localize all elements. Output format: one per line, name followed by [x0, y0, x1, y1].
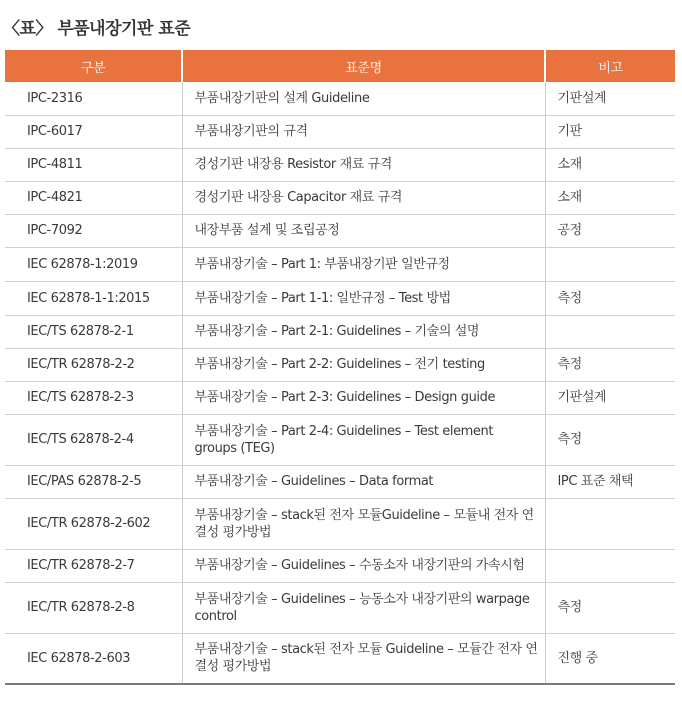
standard-code-cell: IEC 62878-1:2019	[5, 247, 182, 281]
table-row	[5, 633, 675, 684]
standard-name-cell: 부품내장기술 – Part 1-1: 일반규정 – Test 방법	[182, 281, 545, 315]
remarks-cell: 소재	[545, 148, 675, 181]
remarks-cell	[545, 498, 675, 549]
standard-code-cell: IEC 62878-1-1:2015	[5, 281, 182, 315]
standard-code-cell: IPC-4811	[5, 148, 182, 181]
table-row	[5, 115, 675, 148]
standard-code-cell: IEC 62878-2-603	[5, 633, 182, 684]
standard-code-cell: IEC/TR 62878-2-8	[5, 582, 182, 633]
standard-name-cell: 경성기판 내장용 Capacitor 재료 규격	[182, 181, 545, 214]
table-row	[5, 148, 675, 181]
remarks-cell: 측정	[545, 414, 675, 465]
table-body	[5, 82, 675, 684]
table-row	[5, 498, 675, 549]
standard-name-cell: 부품내장기술 – Guidelines – 능동소자 내장기판의 warpage control	[182, 582, 545, 633]
remarks-cell: 기판설계	[545, 381, 675, 414]
standards-table	[5, 50, 675, 685]
standard-code-cell: IEC/TR 62878-2-602	[5, 498, 182, 549]
standard-code-cell: IPC-4821	[5, 181, 182, 214]
standard-name-cell: 부품내장기술 – Part 2-4: Guidelines – Test element groups (TEG)	[182, 414, 545, 465]
standard-name-cell: 부품내장기술 – Part 2-2: Guidelines – 전기 testing	[182, 348, 545, 381]
standard-code-cell: IEC/TR 62878-2-7	[5, 549, 182, 582]
table-caption: 〈표〉 부품내장기판 표준	[3, 19, 191, 39]
table-row	[5, 315, 675, 348]
standard-name-cell: 부품내장기술 – Guidelines – Data format	[182, 465, 545, 498]
standard-code-cell: IEC/TS 62878-2-1	[5, 315, 182, 348]
remarks-cell	[545, 549, 675, 582]
remarks-cell: 소재	[545, 181, 675, 214]
header-standard-name: 표준명	[182, 50, 545, 82]
standard-code-cell: IEC/PAS 62878-2-5	[5, 465, 182, 498]
table-row	[5, 549, 675, 582]
standard-name-cell: 내장부품 설계 및 조립공정	[182, 214, 545, 247]
remarks-cell: 측정	[545, 348, 675, 381]
table-row	[5, 214, 675, 247]
table-row	[5, 281, 675, 315]
remarks-cell: 기판설계	[545, 82, 675, 115]
remarks-cell: 측정	[545, 281, 675, 315]
header-remarks: 비고	[545, 50, 675, 82]
standard-name-cell: 부품내장기술 – Part 2-1: Guidelines – 기술의 설명	[182, 315, 545, 348]
standard-name-cell: 부품내장기술 – stack된 전자 모듈 Guideline – 모듈간 전자 연결성 평가방법	[182, 633, 545, 684]
standard-name-cell: 부품내장기술 – Guidelines – 수동소자 내장기판의 가속시험	[182, 549, 545, 582]
standard-name-cell: 부품내장기술 – stack된 전자 모듈Guideline – 모듈내 전자 연결성 평가방법	[182, 498, 545, 549]
remarks-cell: 공정	[545, 214, 675, 247]
standard-name-cell: 부품내장기술 – Part 2-3: Guidelines – Design guide	[182, 381, 545, 414]
remarks-cell	[545, 247, 675, 281]
standard-code-cell: IEC/TS 62878-2-4	[5, 414, 182, 465]
table-row	[5, 247, 675, 281]
table-row	[5, 82, 675, 115]
table-row	[5, 465, 675, 498]
remarks-cell	[545, 315, 675, 348]
table-row	[5, 582, 675, 633]
standard-name-cell: 부품내장기술 – Part 1: 부품내장기판 일반규정	[182, 247, 545, 281]
standard-code-cell: IPC-2316	[5, 82, 182, 115]
standard-code-cell: IEC/TS 62878-2-3	[5, 381, 182, 414]
header-row	[5, 50, 675, 82]
header-category: 구분	[5, 50, 182, 82]
standard-code-cell: IPC-7092	[5, 214, 182, 247]
table-row	[5, 181, 675, 214]
standard-code-cell: IEC/TR 62878-2-2	[5, 348, 182, 381]
table-row	[5, 414, 675, 465]
table-row	[5, 348, 675, 381]
standard-name-cell: 부품내장기판의 규격	[182, 115, 545, 148]
standard-name-cell: 부품내장기판의 설계 Guideline	[182, 82, 545, 115]
standard-name-cell: 경성기판 내장용 Resistor 재료 규격	[182, 148, 545, 181]
table-row	[5, 381, 675, 414]
remarks-cell: 기판	[545, 115, 675, 148]
remarks-cell: 측정	[545, 582, 675, 633]
standard-code-cell: IPC-6017	[5, 115, 182, 148]
remarks-cell: 진행 중	[545, 633, 675, 684]
remarks-cell: IPC 표준 채택	[545, 465, 675, 498]
